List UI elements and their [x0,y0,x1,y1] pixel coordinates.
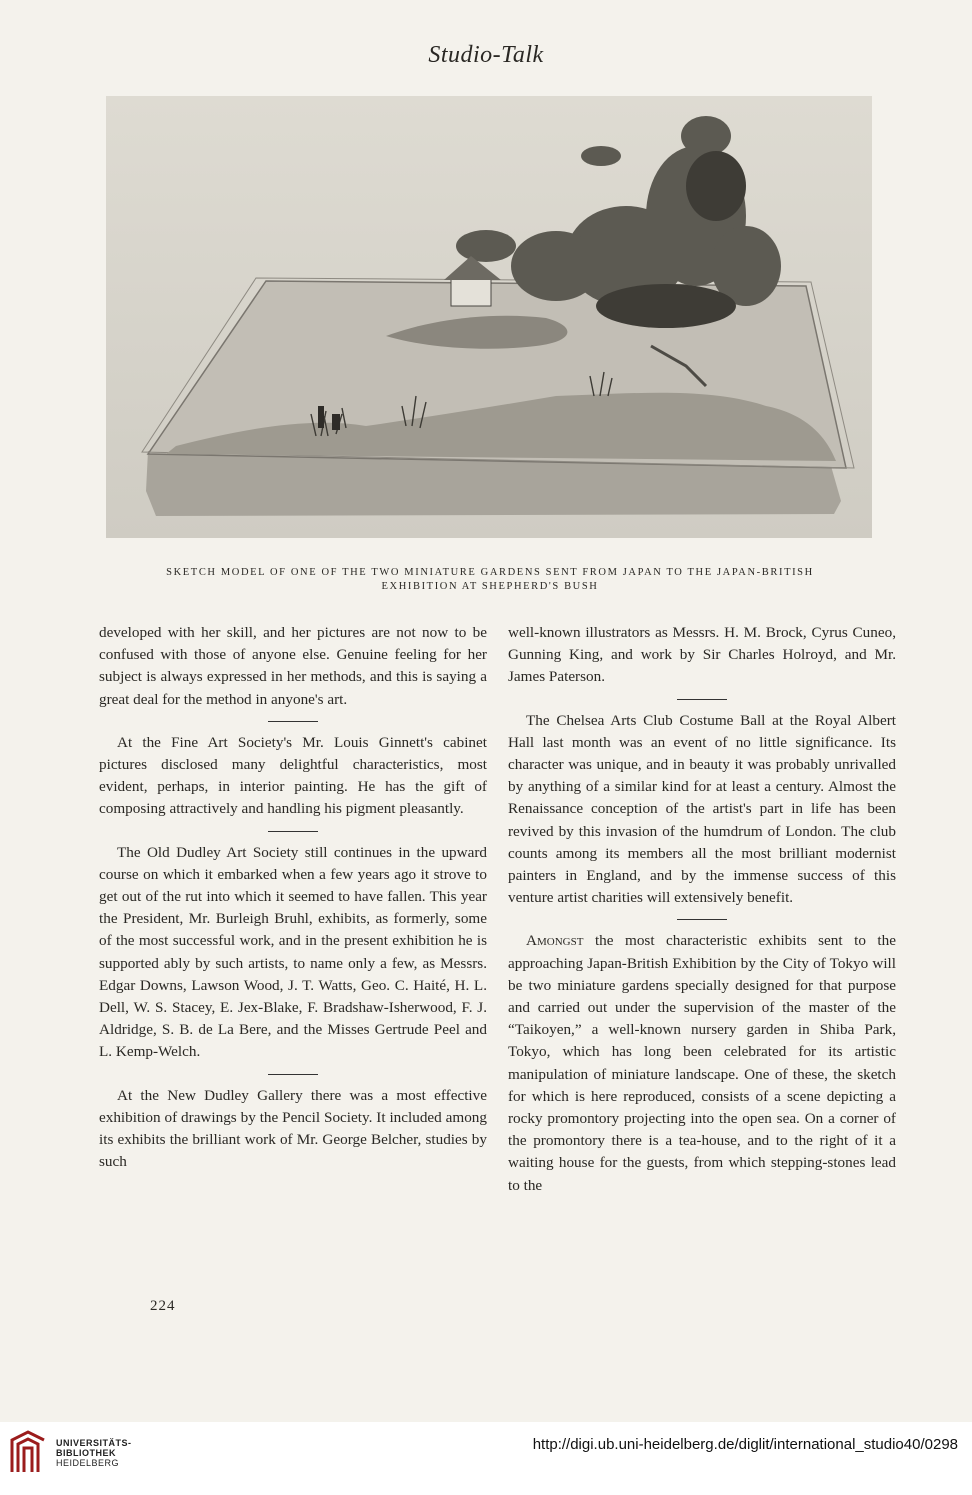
left-paragraph-4: At the New Dudley Gallery there was a most effective exhibition of drawings by the Pencil Society. It included among its exhibits the brilliant work of Mr. George Belcher, studies by such [99,1086,487,1171]
library-logo-icon [8,1428,48,1476]
right-column [508,622,896,1197]
section-divider [677,699,727,700]
footer-bar [0,1422,972,1495]
section-divider [268,1074,318,1075]
library-name-line-1: UNIVERSITÄTS- [56,1438,132,1448]
figure-caption [100,566,880,594]
garden-illustration [106,96,872,538]
source-url-link[interactable]: http://digi.ub.uni-heidelberg.de/diglit/international_studio40/0298 [532,1436,958,1453]
right-paragraph-3 [508,930,896,1196]
left-column [99,622,487,1173]
left-paragraph-2: At the Fine Art Society's Mr. Louis Ginnett's cabinet pictures disclosed many delightful characteristics, most evident, perhaps, in interior painting. He has the gift of composing attractively and handling his pigment pleasantly. [99,733,487,818]
right-paragraph-1: well-known illustrators as Messrs. H. M. Brock, Cyrus Cuneo, Gunning King, and work by Sir Charles Holroyd, and Mr. James Paterson. [508,624,896,686]
page-number: 224 [150,1298,176,1314]
library-name [56,1438,132,1468]
section-divider [677,919,727,920]
library-name-line-3: HEIDELBERG [56,1458,120,1468]
running-header: Studio-Talk [428,42,544,68]
library-name-line-2: BIBLIOTHEK [56,1448,116,1458]
section-divider [268,831,318,832]
paragraph-lead-word: Amongst [526,932,584,950]
right-paragraph-2: The Chelsea Arts Club Costume Ball at the Royal Albert Hall last month was an event of no little significance. Its character was unique, and in beauty it was probably unrivalled by anything of a similar kind for at least a century. Almost the Renaissance conception of the artist's part in life has been revived by this invasion of the humdrum of London. The club counts among its members all the most brilliant modernist painters in England, and by the immense success of this venture artist charities will extensively benefit. [508,711,896,907]
right-paragraph-3-text: the most characteristic exhibits sent to the approaching Japan-British Exhibition by the City of Tokyo will be two miniature gardens specially designed for that purpose and carried out under the supervision of the master of the “Taikoyen,” a well-known nursery garden in Shiba Park, Tokyo, which has long been celebrated for its artistic manipulation of miniature landscape. One of these, the sketch for which is here reproduced, consists of a scene depicting a rocky promontory projecting into the open sea. On a corner of the promontory there is a tea-house, and to the right of it a waiting house for the guests, from which stepping-stones lead to the [508,932,896,1194]
caption-line-1: SKETCH MODEL OF ONE OF THE TWO MINIATURE GARDENS SENT FROM JAPAN TO THE JAPAN-BRITISH [166,567,814,578]
left-paragraph-1: developed with her skill, and her pictures are not now to be confused with those of anyone else. Genuine feeling for her subject is always expressed in her methods, and this is saying a great deal for the method in anyone's art. [99,624,487,708]
section-divider [268,721,318,722]
caption-line-2: EXHIBITION AT SHEPHERD'S BUSH [381,581,599,592]
left-paragraph-3: The Old Dudley Art Society still continues in the upward course on which it embarked when a few years ago it strove to get out of the rut into which it seemed to have fallen. This year the President, Mr. Burleigh Bruhl, exhibits, as formerly, some of the most successful work, and in the present exhibition he is supported ably by such artists, to name only a few, as Messrs. Edgar Downs, Lawson Wood, J. T. Watts, Geo. C. Haité, H. L. Dell, W. S. Stacey, E. Jex-Blake, F. Bradshaw-Isherwood, F. J. Aldridge, S. B. de La Bere, and the Misses Gertrude Peel and L. Kemp-Welch. [99,843,487,1061]
